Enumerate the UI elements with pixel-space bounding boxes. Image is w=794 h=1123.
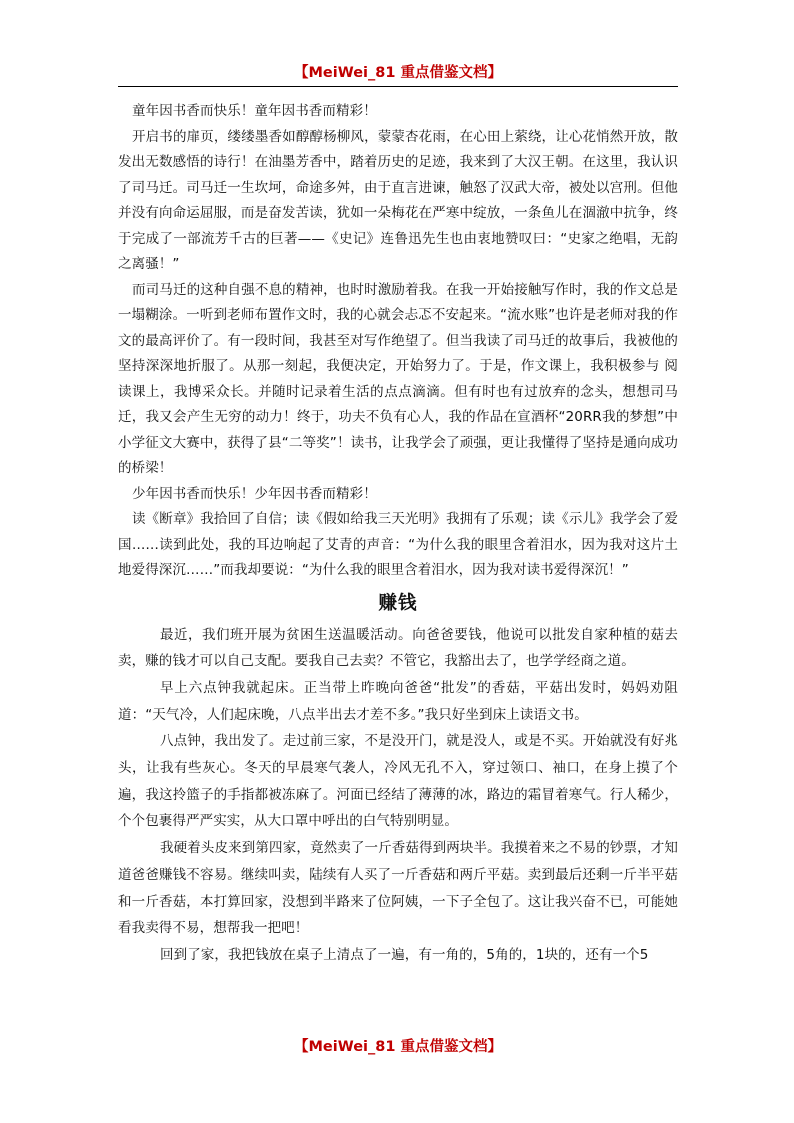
- paragraph: 早上六点钟我就起床。正当带上昨晚向爸爸“批发”的香菇，平菇出发时，妈妈劝阻道：“天气冷，人们起床晚，八点半出去才差不多。”我只好坐到床上读语文书。: [118, 679, 678, 723]
- paragraph: 最近，我们班开展为贫困生送温暖活动。向爸爸要钱，他说可以批发自家种植的菇去卖，赚的钱才可以自己支配。要我自己去卖？不管它，我豁出去了，也学学经商之道。: [118, 626, 678, 670]
- essay-earning-money: [118, 622, 678, 969]
- paragraph: 开启书的扉页，缕缕墨香如醇醇杨柳风，蒙蒙杏花雨，在心田上萦绕，让心花悄然开放，散发出无数感悟的诗行！在油墨芳香中，踏着历史的足迹，我来到了大汉王朝。在这里，我认识了司马迁。司马迁一生坎坷，命途多舛，由于直言进谏，触怒了汉武大帝，被处以宫刑。但他并没有向命运屈服，而是奋发苦读，犹如一朵梅花在严寒中绽放，一条鱼儿在涸澈中抗争，终于完成了一部流芳千古的巨著——《史记》连鲁迅先生也由衷地赞叹曰：“史家之绝唱，无韵之离骚！”: [118, 128, 678, 272]
- paragraph: 童年因书香而快乐！童年因书香而精彩！: [132, 103, 377, 119]
- paragraph: 而司马迁的这种自强不息的精神，也时时激励着我。在我一开始接触写作时，我的作文总是一塌糊涂。一听到老师布置作文时，我的心就会忐忑不安起来。“流水账”也许是老师对我的作文的最高评价了。有一段时间，我甚至对写作绝望了。但当我读了司马迁的故事后，我被他的坚持深深地折服了。从那一刻起，我便决定，开始努力了。于是，作文课上，我积极参与 阅读课上，我博采众长。并随时记录着生活的点点滴滴。但有时也有过放弃的念头，想想司马迁，我又会产生无穷的动力！终于，功夫不负有心人，我的作品在宣酒杯“20RR我的梦想”中小学征文大赛中，获得了县“二等奖”！读书，让我学会了顽强，更让我懂得了坚持是通向成功的桥梁！: [118, 281, 678, 476]
- paragraph: 八点钟，我出发了。走过前三家，不是没开门，就是没人，或是不买。开始就没有好兆头，让我有些灰心。冬天的早晨寒气袭人，冷风无孔不入，穿过领口、袖口，在身上摸了个遍，我这拎篮子的手指都被冻麻了。河面已经结了薄薄的冰，路边的霜冒着寒气。行人稀少，个个包裹得严严实实，从大口罩中呼出的白气特别明显。: [118, 733, 678, 830]
- paragraph: 回到了家，我把钱放在桌子上清点了一遍，有一角的，5角的，1块的，还有一个5: [160, 946, 649, 963]
- essay-reading: [118, 99, 678, 584]
- paragraph: 少年因书香而快乐！少年因书香而精彩！: [132, 485, 377, 502]
- page-footer: 【MeiWei_81 重点借鉴文档】: [294, 1039, 502, 1055]
- paragraph: 读《断章》我拾回了自信；读《假如给我三天光明》我拥有了乐观；读《示儿》我学会了爱国……读到此处，我的耳边响起了艾青的声音：“为什么我的眼里含着泪水，因为我对这片土地爱得深沉……”而我却要说：“为什么我的眼里含着泪水，因为我对读书爱得深沉！”: [118, 511, 678, 578]
- essay-title: 赚钱: [378, 592, 418, 614]
- page-header: 【MeiWei_81 重点借鉴文档】: [118, 62, 678, 87]
- paragraph: 我硬着头皮来到第四家，竟然卖了一斤香菇得到两块半。我摸着来之不易的钞票，才知道爸爸赚钱不容易。继续叫卖，陆续有人买了一斤香菇和两斤平菇。卖到最后还剩一斤半平菇和一斤香菇，本打算回家，没想到半路来了位阿姨，一下子全包了。这让我兴奋不已，可能她看我卖得不易，想帮我一把吧！: [118, 840, 678, 937]
- document-body: [118, 99, 678, 969]
